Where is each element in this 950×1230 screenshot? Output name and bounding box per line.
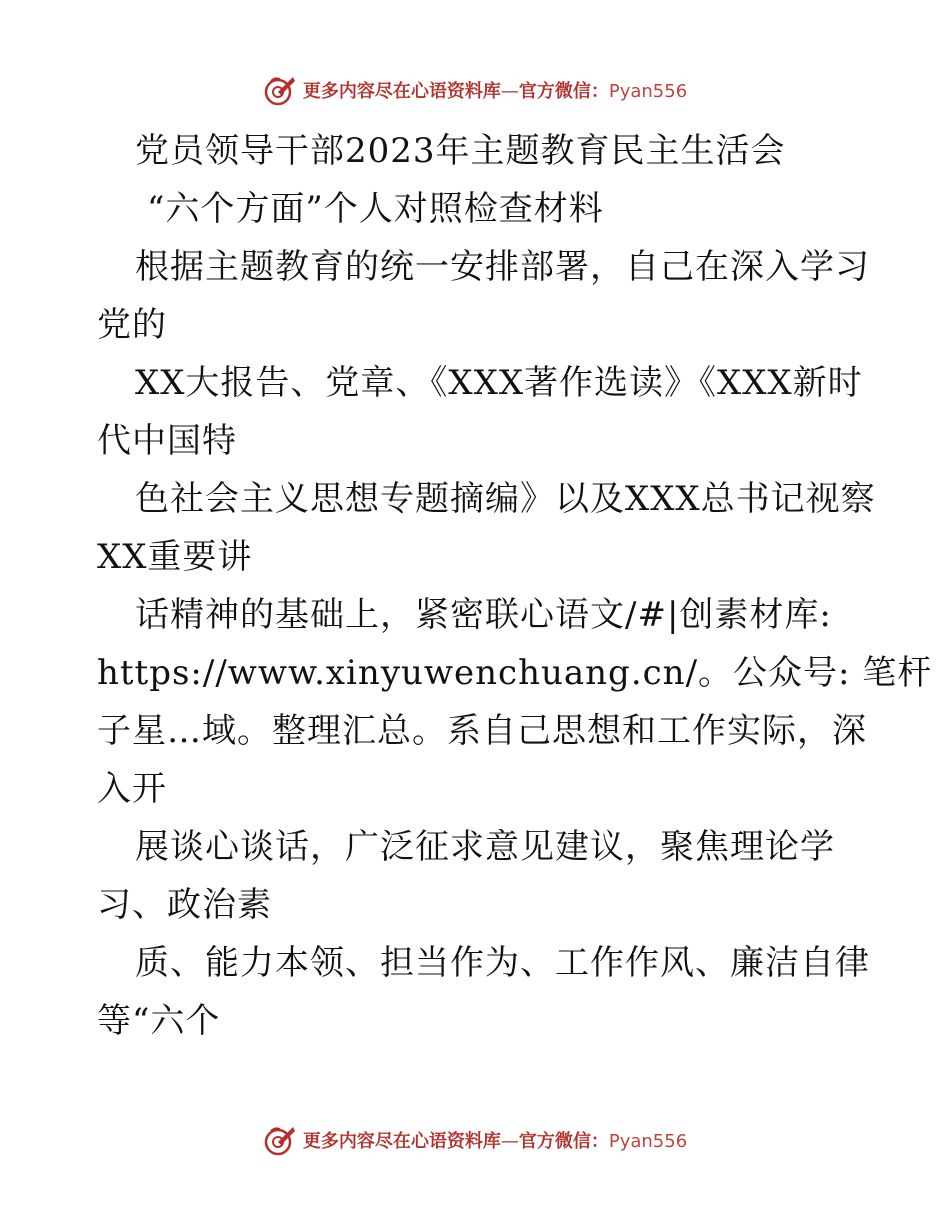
watermark-text <box>303 77 687 103</box>
body-line: 质、能力本领、担当作为、工作作风、廉洁自律 <box>135 943 870 983</box>
watermark-wechat-id: Pyan556 <box>608 1131 688 1152</box>
watermark-label: 官方微信： <box>518 1131 609 1152</box>
body-line: https://www.xinyuwenchuang.cn/。公众号: 笔杆 <box>97 653 933 693</box>
watermark-banner-bottom <box>0 1120 950 1160</box>
body-line: 子星…域。整理汇总。系自己思想和工作实际，深 <box>97 711 867 751</box>
body-line: 等“六个 <box>97 1001 221 1041</box>
body-line: 党的 <box>97 305 167 345</box>
body-line: 根据主题教育的统一安排部署，自己在深入学习 <box>135 247 870 287</box>
watermark-dash: — <box>500 1131 519 1152</box>
watermark-main: 更多内容尽在心语资料库 <box>302 1131 501 1152</box>
body-line: 习、政治素 <box>97 885 272 925</box>
watermark-dash: — <box>500 81 519 102</box>
watermark-label: 官方微信： <box>518 81 609 102</box>
body-line: 色社会主义思想专题摘编》以及XXX总书记视察 <box>135 479 876 519</box>
body-line: 代中国特 <box>97 421 237 461</box>
pen-logo-icon <box>263 73 297 107</box>
body-line: XX重要讲 <box>97 537 253 577</box>
body-line: XX大报告、党章、《XXX著作选读》《XXX新时 <box>135 363 863 403</box>
pen-logo-icon <box>263 1123 297 1157</box>
watermark-banner-top <box>0 70 950 110</box>
document-content <box>97 122 933 1050</box>
body-line: 入开 <box>97 769 167 809</box>
body-line: 话精神的基础上，紧密联心语文/#|创素材库: <box>135 595 832 635</box>
document-title-line-2: “六个方面”个人对照检查材料 <box>147 189 604 229</box>
watermark-text <box>303 1127 687 1153</box>
document-title-line-1: 党员领导干部2023年主题教育民主生活会 <box>135 131 786 171</box>
watermark-main: 更多内容尽在心语资料库 <box>302 81 501 102</box>
body-line: 展谈心谈话，广泛征求意见建议，聚焦理论学 <box>135 827 835 867</box>
watermark-wechat-id: Pyan556 <box>608 81 688 102</box>
